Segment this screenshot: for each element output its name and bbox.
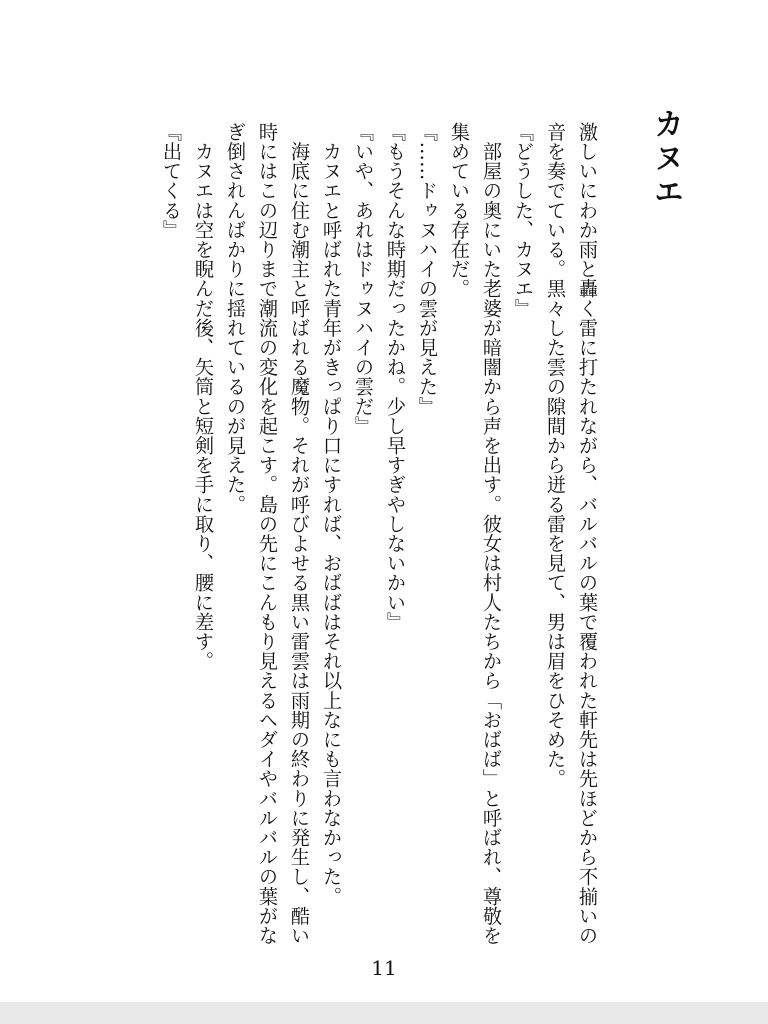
chapter-title: カヌエ [648,108,683,210]
paragraph: 『もうそんな時期だったかね。少し早すぎやしないかい』 [384,122,407,632]
page-number: 11 [371,956,397,980]
paragraph: 『どうした、カヌエ』 [512,122,535,318]
paragraph: 『……ドゥヌハイの雲が見えた』 [416,122,439,416]
paragraph: 海底に住む潮主と呼ばれる魔物。それが呼びよせる黒い雷雲は雨期の終わりに発生し、酷い時にはこの辺りまで潮流の変化を起こす。島の先にこんもり見えるヘダイやバルバルの葉がなぎ倒されんばかりに揺れているのが見えた。 [224,122,311,946]
paragraph: 『いや、あれはドゥヌハイの雲だ』 [352,122,375,436]
body-text [63,122,603,960]
paragraph: 激しいにわか雨と轟く雷に打たれながら、バルバルの葉で覆われた軒先は先ほどから不揃いの音を奏でている。黒々した雲の隙間から迸る雷を見て、男は眉をひそめた。 [544,122,599,946]
page-bottom-strip [0,1002,768,1024]
paragraph: カヌエと呼ばれた青年がきっぱり口にすれば、おばばはそれ以上なにも言わなかった。 [320,122,343,906]
paragraph: カヌエは空を睨んだ後、矢筒と短剣を手に取り、腰に差す。 [192,122,215,671]
paragraph: 『出てくる』 [160,122,183,240]
paragraph: 部屋の奥にいた老婆が暗闇から声を出す。彼女は村人たちから「おばば」と呼ばれ、尊敬を集めている存在だ。 [448,122,503,946]
